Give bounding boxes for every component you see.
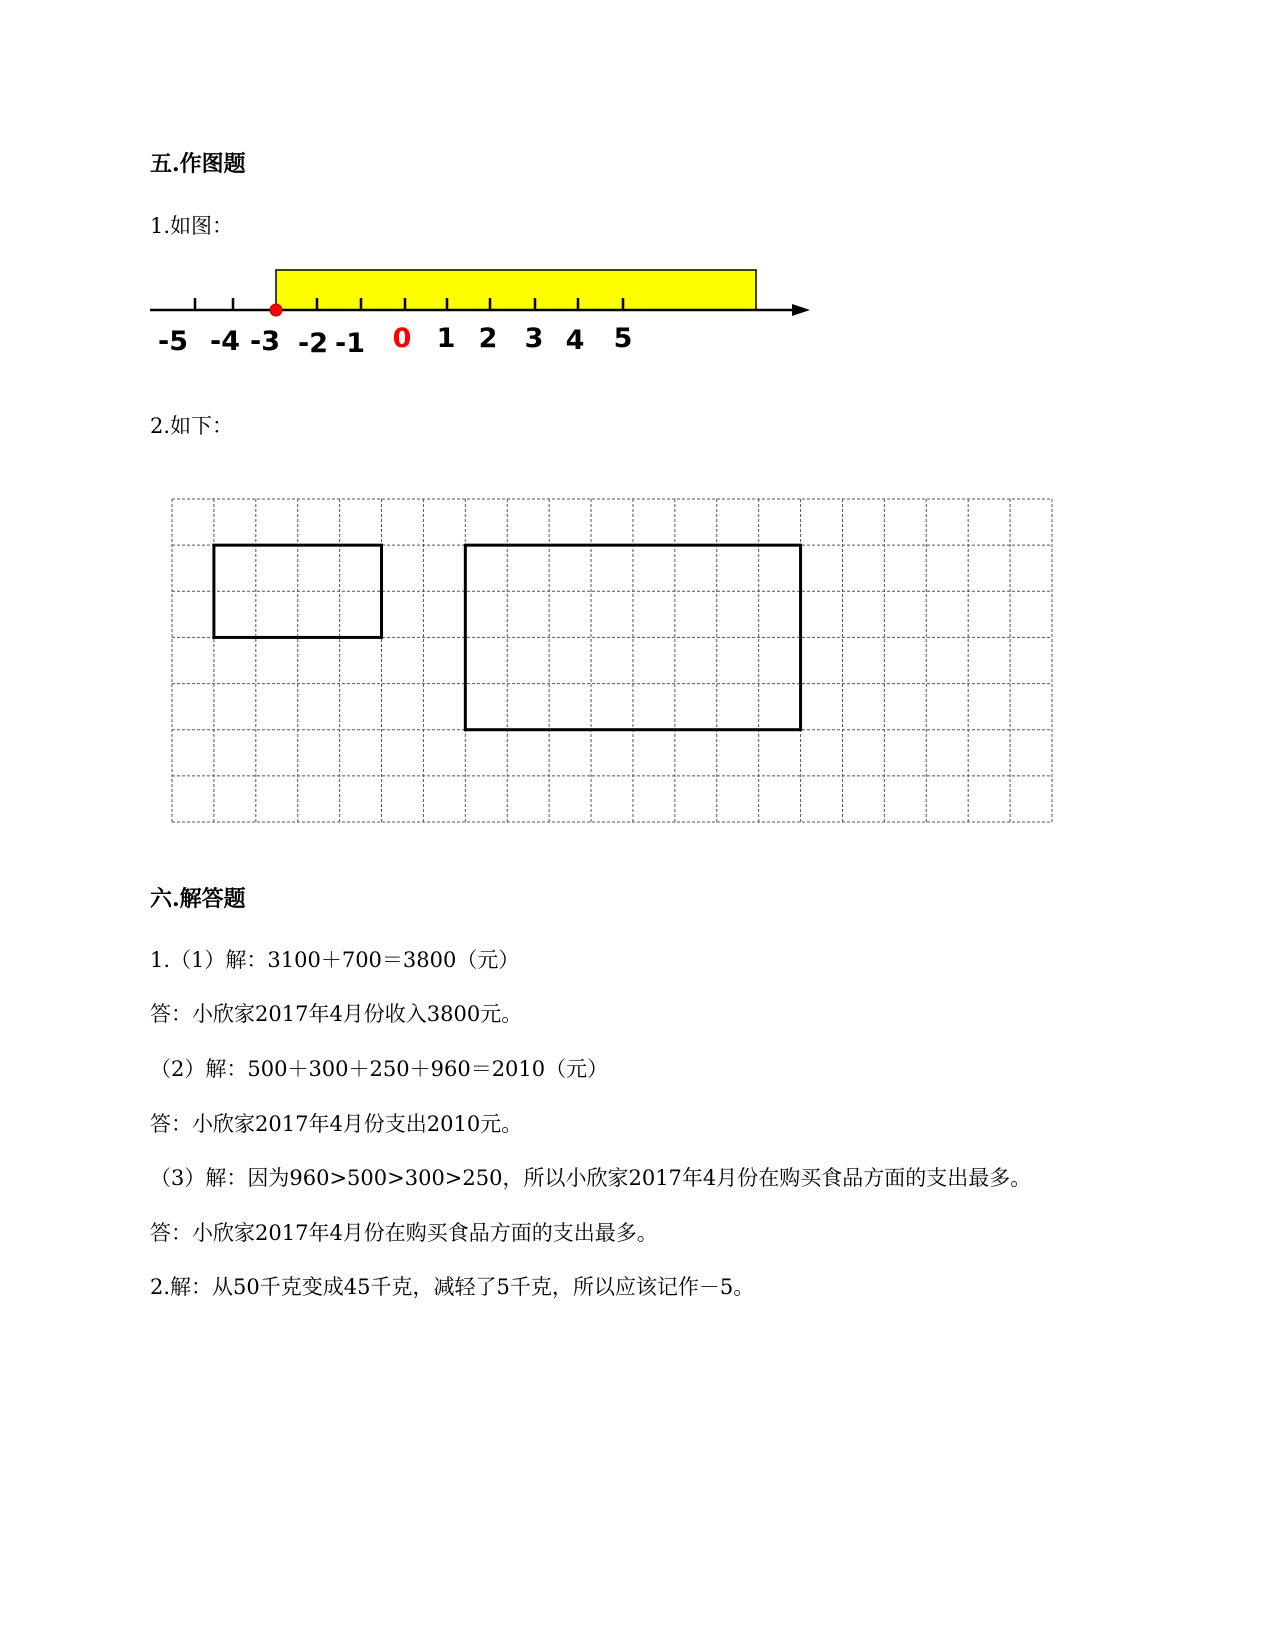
nl-label-2: 2	[478, 323, 498, 354]
axis-arrow-icon	[792, 304, 810, 316]
answer-line-3: （2）解：500＋300＋250＋960＝2010（元）	[150, 1057, 609, 1081]
nl-label-minus-1: -1	[335, 328, 365, 359]
grid-figure	[170, 497, 1100, 842]
nl-label-minus-3: -3	[250, 326, 280, 357]
question-1-label: 1.如图：	[150, 214, 234, 238]
grid-lines	[172, 499, 1052, 822]
nl-label-minus-4: -4	[210, 326, 240, 357]
nl-label-3: 3	[524, 323, 544, 354]
answer-line-5: （3）解：因为960>500>300>250，所以小欣家2017年4月份在购买食品方面的支出最多。	[150, 1166, 1032, 1190]
nl-label-0: 0	[392, 323, 412, 354]
marked-point	[270, 304, 282, 316]
answer-line-2: 答：小欣家2017年4月份收入3800元。	[150, 1002, 523, 1026]
section-6-title: 六.解答题	[150, 886, 246, 912]
answer-line-1: 1.（1）解：3100＋700＝3800（元）	[150, 948, 520, 972]
section-5-title: 五.作图题	[150, 151, 246, 177]
answer-line-6: 答：小欣家2017年4月份在购买食品方面的支出最多。	[150, 1221, 658, 1245]
nl-label-4: 4	[565, 325, 585, 356]
nl-label-5: 5	[613, 323, 633, 354]
answer-line-4: 答：小欣家2017年4月份支出2010元。	[150, 1112, 523, 1136]
question-2-label: 2.如下：	[150, 414, 234, 438]
nl-label-minus-5: -5	[158, 326, 188, 357]
answer-line-7: 2.解：从50千克变成45千克，减轻了5千克，所以应该记作－5。	[150, 1275, 755, 1299]
nl-label-1: 1	[436, 323, 456, 354]
highlight-bar	[276, 270, 756, 310]
number-line-labels	[158, 323, 632, 359]
nl-label-minus-2: -2	[298, 328, 328, 359]
number-line-figure	[150, 265, 830, 375]
